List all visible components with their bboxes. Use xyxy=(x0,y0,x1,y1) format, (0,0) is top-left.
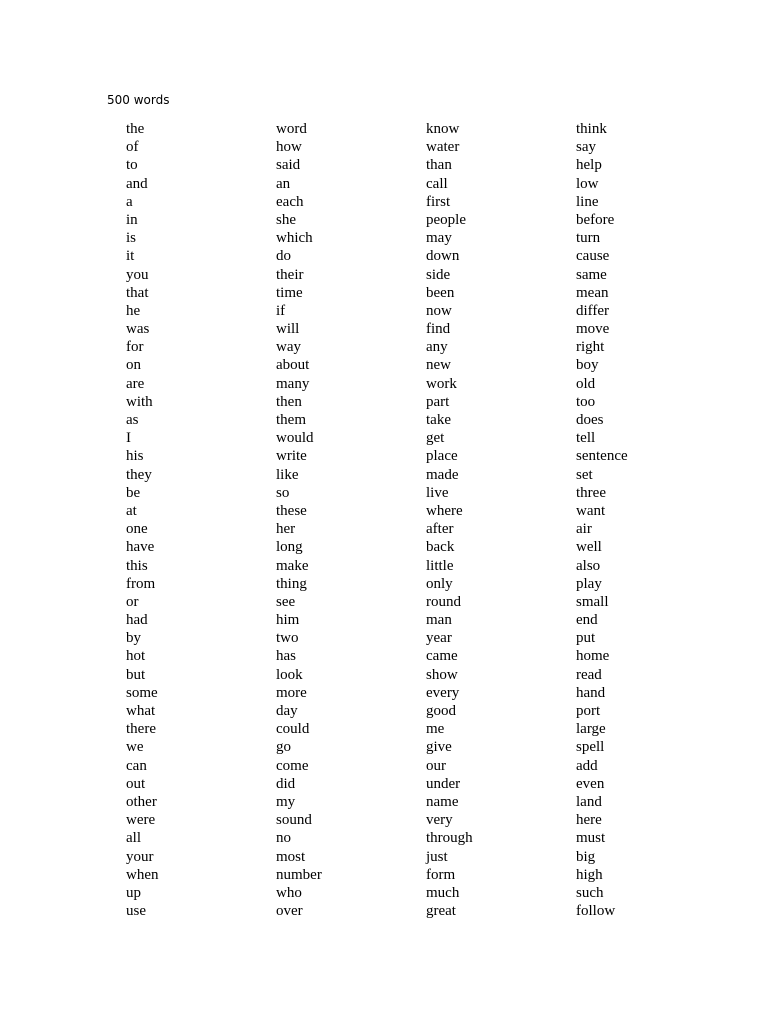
word-list-item: who xyxy=(276,884,302,901)
word-list-item: home xyxy=(576,648,610,665)
word-list-item: as xyxy=(126,412,139,428)
word-list-item: how xyxy=(276,139,302,156)
word-list-item: live xyxy=(426,484,449,501)
word-list-item: a xyxy=(126,193,133,210)
word-list-item: under xyxy=(426,775,461,792)
word-list-item: follow xyxy=(576,903,616,920)
word-list-item: want xyxy=(576,502,606,519)
word-list-item: is xyxy=(126,230,137,247)
word-list-item: out xyxy=(126,775,146,792)
word-list-item: write xyxy=(276,448,307,465)
word-list-item: did xyxy=(276,775,296,792)
word-list-item: people xyxy=(426,211,466,228)
word-list-item: of xyxy=(126,139,139,156)
word-list-item: more xyxy=(276,684,307,701)
word-list-item: our xyxy=(426,757,446,774)
word-list-item: here xyxy=(576,812,602,829)
word-list-item: just xyxy=(426,848,448,865)
word-list-item: set xyxy=(576,466,593,483)
word-list-item: what xyxy=(126,703,156,719)
word-list-item: over xyxy=(276,903,303,920)
word-list-item: an xyxy=(276,175,291,192)
word-list-item: you xyxy=(126,266,149,283)
word-list-item: put xyxy=(576,630,596,647)
word-list-item: her xyxy=(276,521,296,538)
word-list-item: side xyxy=(426,266,451,283)
word-list-item: hot xyxy=(126,648,146,665)
word-list-item: or xyxy=(126,593,139,610)
word-list-item: take xyxy=(426,412,451,428)
word-list-item: part xyxy=(426,393,450,410)
word-list-item: spell xyxy=(576,739,605,756)
word-list-item: for xyxy=(126,339,144,356)
word-list-item: even xyxy=(576,775,605,792)
word-list-item: boy xyxy=(576,357,599,374)
word-list-item: his xyxy=(126,448,144,465)
word-list-item: such xyxy=(576,884,604,901)
word-list-item: man xyxy=(426,612,452,629)
word-list-item: three xyxy=(576,484,606,501)
word-list-item: may xyxy=(426,230,452,247)
word-list-item: think xyxy=(576,121,607,137)
word-list-item: on xyxy=(126,357,141,374)
word-list-item: be xyxy=(126,484,141,501)
word-list-item: through xyxy=(426,830,473,847)
word-list-item: too xyxy=(576,393,596,410)
word-list-item: read xyxy=(576,666,602,683)
word-list-item: way xyxy=(276,339,301,356)
word-list-item: time xyxy=(276,284,303,301)
word-list-item: no xyxy=(276,830,291,847)
word-list-item: so xyxy=(276,484,290,501)
word-list-item: made xyxy=(426,466,459,483)
word-list-item: year xyxy=(426,630,452,647)
word-list-item: air xyxy=(576,521,592,538)
word-list-item: their xyxy=(276,266,304,283)
word-list-item: must xyxy=(576,830,606,847)
word-list-item: see xyxy=(276,593,296,610)
word-list-item: mean xyxy=(576,284,609,301)
word-list-item: high xyxy=(576,866,603,883)
word-list-item: been xyxy=(426,284,455,301)
word-list-item: differ xyxy=(576,302,610,319)
word-list-item: that xyxy=(126,284,149,301)
word-list-item: will xyxy=(276,321,300,338)
word-list-item: thing xyxy=(276,575,307,592)
word-list-item: one xyxy=(126,521,148,538)
word-column-1 xyxy=(126,120,159,920)
word-list-item: do xyxy=(276,248,291,265)
word-list-item: to xyxy=(126,157,138,174)
word-list-item: after xyxy=(426,521,454,538)
word-list-item: place xyxy=(426,448,458,465)
word-list-item: good xyxy=(426,703,456,719)
word-list-item: great xyxy=(426,903,456,920)
word-list-item: other xyxy=(126,793,157,810)
word-list-item: work xyxy=(426,375,457,392)
word-list-item: said xyxy=(276,157,301,174)
word-list-item: go xyxy=(276,739,291,756)
word-list-item: your xyxy=(126,848,154,865)
word-list-item: but xyxy=(126,666,146,683)
word-list-item: we xyxy=(126,739,144,756)
word-list-item: help xyxy=(576,157,602,174)
word-list-item: only xyxy=(426,575,453,592)
word-list-item: well xyxy=(576,539,602,556)
word-list-item: these xyxy=(276,502,307,519)
word-list-item: end xyxy=(576,612,598,629)
word-list-item: this xyxy=(126,557,148,574)
word-list-item: like xyxy=(276,466,299,483)
word-list-item: much xyxy=(426,884,460,901)
word-list-item: name xyxy=(426,793,459,810)
word-list-item: there xyxy=(126,721,156,738)
word-list-item: some xyxy=(126,684,158,701)
word-list-item: little xyxy=(426,557,454,574)
word-list-item: get xyxy=(426,430,445,447)
word-list-item: each xyxy=(276,193,304,210)
word-list-item: hand xyxy=(576,684,606,701)
word-list-item: right xyxy=(576,339,605,356)
word-list-item: turn xyxy=(576,230,601,247)
document-title: 500 words xyxy=(107,93,170,107)
word-list-item: up xyxy=(126,884,141,901)
word-list-item: also xyxy=(576,557,601,574)
word-column-4 xyxy=(576,120,628,920)
word-list-item: from xyxy=(126,575,156,592)
word-list-item: many xyxy=(276,375,310,392)
word-list-item: which xyxy=(276,230,313,247)
word-list-item: two xyxy=(276,630,299,647)
word-list-item: any xyxy=(426,339,448,356)
word-list-item: form xyxy=(426,866,456,883)
word-list-item: make xyxy=(276,557,309,574)
word-list-item: could xyxy=(276,721,310,738)
word-list-item: all xyxy=(126,830,141,847)
word-list-item: can xyxy=(126,757,147,774)
word-list-item: when xyxy=(126,866,159,883)
word-list-item: big xyxy=(576,848,596,865)
word-list-item: line xyxy=(576,193,599,210)
word-list-item: say xyxy=(576,139,596,156)
word-list-item: now xyxy=(426,302,452,319)
word-column-3 xyxy=(426,120,473,920)
word-list-item: give xyxy=(426,739,452,756)
word-list-item: most xyxy=(276,848,306,865)
word-list-item: word xyxy=(276,121,307,137)
word-list-item: land xyxy=(576,793,602,810)
word-list-item: old xyxy=(576,375,596,392)
word-list-item: water xyxy=(426,139,460,156)
word-list-item: me xyxy=(426,721,445,738)
word-list-item: came xyxy=(426,648,458,665)
word-list-item: where xyxy=(426,502,463,519)
word-list-item: by xyxy=(126,630,141,647)
word-list-item: before xyxy=(576,211,615,228)
word-list-item: him xyxy=(276,612,300,629)
word-list-item: sentence xyxy=(576,448,628,465)
word-list-item: port xyxy=(576,703,601,719)
word-list-item: same xyxy=(576,266,607,283)
word-list-item: sound xyxy=(276,812,312,829)
word-list-item: cause xyxy=(576,248,610,265)
word-list-item: with xyxy=(126,393,153,410)
word-list-item: he xyxy=(126,302,141,319)
word-list-item: are xyxy=(126,375,145,392)
word-list-item: tell xyxy=(576,430,596,447)
word-list-item: she xyxy=(276,211,296,228)
word-list-item: every xyxy=(426,684,460,701)
word-list-item: move xyxy=(576,321,610,338)
word-list-item: has xyxy=(276,648,296,665)
word-list-item: call xyxy=(426,175,448,192)
word-list-item: would xyxy=(276,430,314,447)
word-list-item: in xyxy=(126,211,138,228)
word-list-item: were xyxy=(126,812,156,829)
word-list-item: than xyxy=(426,157,452,174)
word-list-item: if xyxy=(276,302,286,319)
word-list-item: down xyxy=(426,248,460,265)
word-list-item: large xyxy=(576,721,606,738)
word-list-item: then xyxy=(276,393,302,410)
word-list-item: I xyxy=(126,430,131,447)
word-list-item: long xyxy=(276,539,303,556)
word-list-item: use xyxy=(126,903,146,920)
word-list-item: at xyxy=(126,502,137,519)
word-list-item: and xyxy=(126,175,148,192)
word-list-item: small xyxy=(576,593,609,610)
word-list-item: have xyxy=(126,539,155,556)
word-list-item: number xyxy=(276,866,322,883)
word-list-item: know xyxy=(426,121,460,137)
word-list-item: show xyxy=(426,666,458,683)
word-list-item: come xyxy=(276,757,309,774)
word-list-item: back xyxy=(426,539,455,556)
word-column-2 xyxy=(276,120,322,920)
word-list-item: new xyxy=(426,357,451,374)
word-list-item: first xyxy=(426,193,451,210)
word-list-item: round xyxy=(426,593,461,610)
word-list-item: them xyxy=(276,412,306,428)
word-list-item: the xyxy=(126,121,145,137)
word-list-item: find xyxy=(426,321,451,338)
word-list-item: very xyxy=(426,812,453,829)
word-list-item: day xyxy=(276,703,298,719)
word-list-item: it xyxy=(126,248,135,265)
word-list-item: they xyxy=(126,466,152,483)
word-list-item: look xyxy=(276,666,303,683)
word-list-item: my xyxy=(276,793,296,810)
word-list-item: had xyxy=(126,612,148,629)
word-list-item: does xyxy=(576,412,604,428)
word-list-item: play xyxy=(576,575,602,592)
word-list-item: about xyxy=(276,357,310,374)
word-list-item: add xyxy=(576,757,598,774)
word-list-item: was xyxy=(126,321,150,338)
word-list-item: low xyxy=(576,175,599,192)
